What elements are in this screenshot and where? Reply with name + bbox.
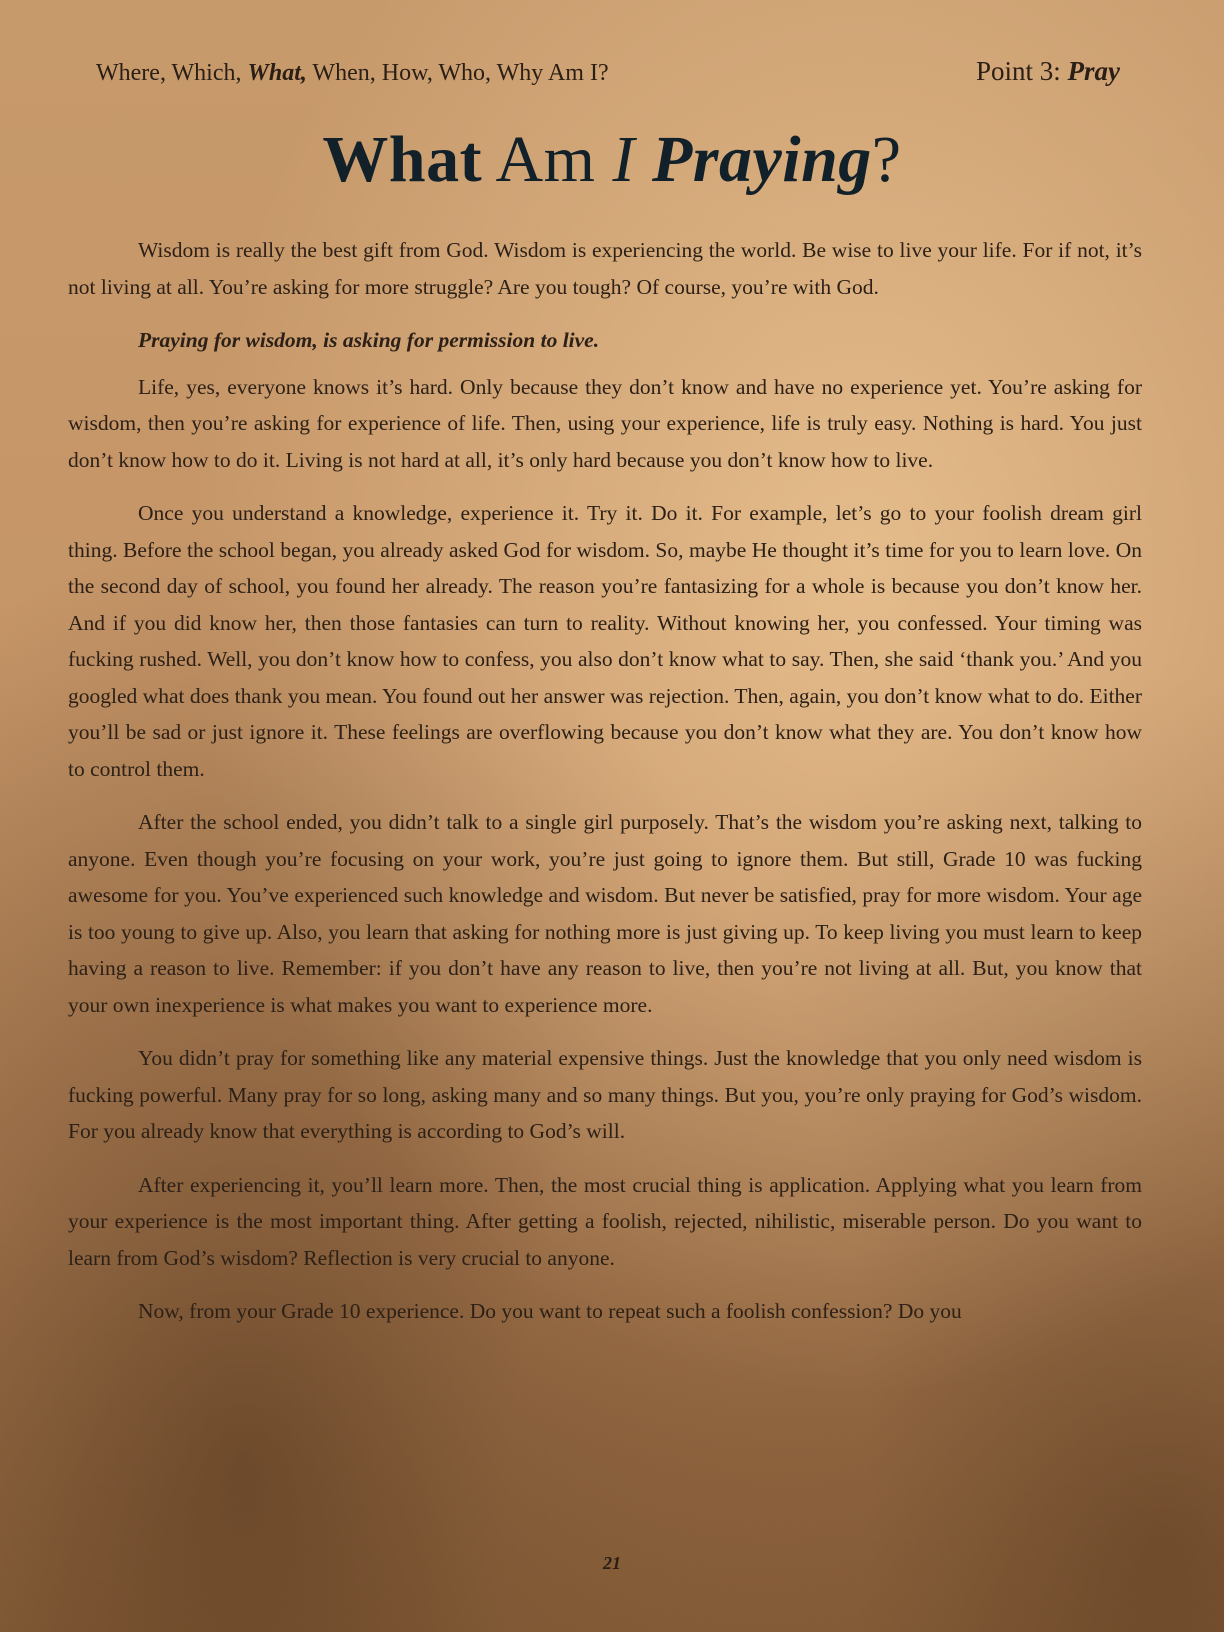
header-right-emphasis: Pray bbox=[1067, 56, 1120, 86]
title-word-i: I bbox=[612, 123, 635, 196]
running-header bbox=[96, 56, 1120, 87]
chapter-title bbox=[0, 122, 1224, 198]
paragraph: You didn’t pray for something like any material expensive things. Just the knowledge that you only need wisdom is fucking powerful. Many pray for so long, asking many and so many things. But you, you’re only praying for God’s wisdom. For you already know that everything is according to God’s will. bbox=[68, 1046, 1142, 1143]
running-header-left bbox=[96, 60, 609, 87]
paragraph: Now, from your Grade 10 experience. Do you want to repeat such a foolish confession? Do you bbox=[138, 1299, 962, 1323]
running-header-right bbox=[976, 56, 1120, 87]
header-left-emphasis: What, bbox=[247, 60, 307, 86]
paragraph: After experiencing it, you’ll learn more. Then, the most crucial thing is application. Applying what you learn from your experience is the most important thing. After getting a foolish, rejected, nihilistic, miserable person. Do you want to learn from God’s wisdom? Reflection is very crucial to anyone. bbox=[68, 1172, 1142, 1270]
body-text bbox=[68, 232, 1142, 1347]
paragraph: After the school ended, you didn’t talk to a single girl purposely. That’s the wisdom you’re asking next, talking to anyone. Even though you’re focusing on your work, you’re just going to ignore them. But still, Grade 10 was fucking awesome for you. You’ve experienced such knowledge and wisdom. But never be satisfied, pray for more wisdom. Your age is too young to give up. Also, you learn that asking for nothing more is just giving up. To keep living you must learn to keep having a reason to live. Remember: if you don’t have any reason to live, then you’re not living at all. But, you know that your own inexperience is what makes you want to experience more. bbox=[68, 810, 1142, 1017]
title-word-what: What bbox=[322, 123, 483, 196]
paragraph: Wisdom is really the best gift from God. Wisdom is experiencing the world. Be wise to live your life. For if not, it’s not living at all. You’re asking for more struggle? Are you tough? Of course, you’re with God. bbox=[68, 238, 1142, 299]
title-word-am: Am bbox=[482, 123, 613, 196]
paragraph: Life, yes, everyone knows it’s hard. Only because they don’t know and have no experience yet. You’re asking for wisdom, then you’re asking for experience of life. Then, using your experience, life is truly easy. Nothing is hard. You just don’t know how to do it. Living is not hard at all, it’s only hard because you don’t know how to live. bbox=[68, 374, 1142, 472]
header-right-prefix: Point 3: bbox=[975, 56, 1068, 86]
page-number: 21 bbox=[603, 1553, 621, 1573]
title-question-mark: ? bbox=[871, 123, 902, 196]
paragraph: Once you understand a knowledge, experience it. Try it. Do it. For example, let’s go to your foolish dream girl thing. Before the school began, you already asked God for wisdom. So, maybe He thought it’s time for you to learn love. On the second day of school, you found her already. The reason you’re fantasizing for a whole is because you don’t know her. And if you did know her, then those fantasies can turn to reality. Without knowing her, you confessed. Your timing was fucking rushed. Well, you don’t know how to confess, you also don’t know what to say. Then, she said ‘thank you.’ And you googled what does thank you mean. You found out her answer was rejection. Then, again, you don’t know what to do. Either you’ll be sad or just ignore it. These feelings are overflowing because you don’t know what they are. You don’t know how to control them. bbox=[68, 501, 1142, 781]
title-word-praying: Praying bbox=[651, 123, 872, 196]
header-left-prefix: Where, Which, bbox=[96, 60, 248, 86]
header-left-suffix: When, How, Who, Why Am I? bbox=[306, 60, 609, 86]
emphasis-paragraph: Praying for wisdom, is asking for permission to live. bbox=[138, 328, 600, 352]
